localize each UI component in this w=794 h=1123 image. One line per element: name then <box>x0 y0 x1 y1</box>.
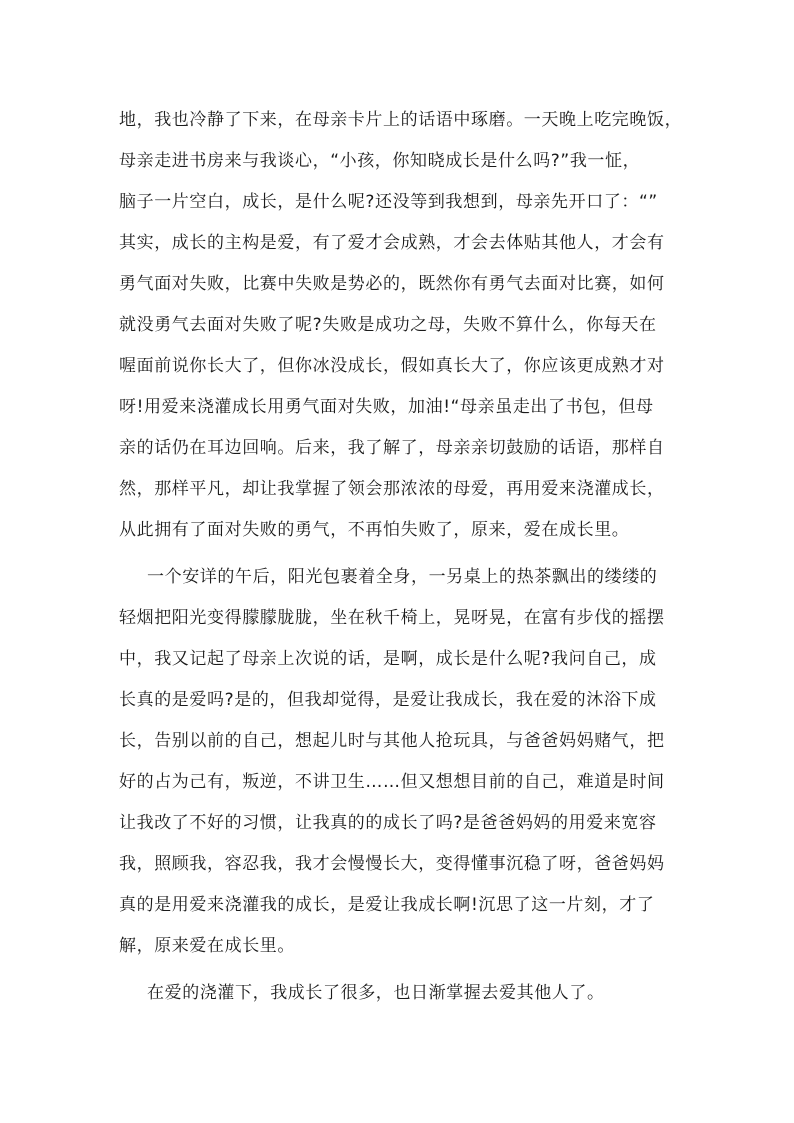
text-line: 我，照顾我，容忍我，我才会慢慢长大，变得懂事沉稳了呀，爸爸妈妈 <box>119 854 665 874</box>
paragraph-first-line: 一个安详的午后，阳光包裹着全身，一另桌上的热茶飘出的缕缕的 <box>147 567 658 587</box>
text-line: 呀!用爱来浇灌成长用勇气面对失败，加油!“母亲虽走出了书包，但母 <box>119 397 654 417</box>
text-line: 脑子一片空白，成长，是什么呢?还没等到我想到，母亲先开口了：“” <box>119 192 658 212</box>
text-line: 长，告别以前的自己，想起儿时与其他人抢玩具，与爸爸妈妈赌气，把 <box>119 731 665 751</box>
text-line: 让我改了不好的习惯，让我真的的成长了吗?是爸爸妈妈的用爱来宽容 <box>119 813 657 833</box>
text-line: 然，那样平凡，却让我掌握了领会那浓浓的母爱，再用爱来浇灌成长， <box>119 479 665 499</box>
text-line: 亲的话仍在耳边回响。后来，我了解了，母亲亲切鼓励的话语，那样自 <box>119 438 665 458</box>
text-line: 母亲走进书房来与我谈心，“小孩，你知晓成长是什么吗?”我一怔， <box>119 151 641 171</box>
text-line: 从此拥有了面对失败的勇气，不再怕失败了，原来，爱在成长里。 <box>119 520 630 540</box>
text-line: 就没勇气去面对失败了呢?失败是成功之母，失败不算什么，你每天在 <box>119 315 657 335</box>
text-line: 喔面前说你长大了，但你冰没成长，假如真长大了，你应该更成熟才对 <box>119 356 665 376</box>
text-line: 长真的是爱吗?是的，但我却觉得，是爱让我成长，我在爱的沐浴下成 <box>119 690 657 710</box>
text-line: 真的是用爱来浇灌我的成长，是爱让我成长啊!沉思了这一片刻，才了 <box>119 895 655 915</box>
text-line: 中，我又记起了母亲上次说的话，是啊，成长是什么呢?我问自己，成 <box>119 649 657 669</box>
paragraph-first-line: 在爱的浇灌下，我成长了很多，也日渐掌握去爱其他人了。 <box>147 983 605 1003</box>
text-line: 地，我也冷静了下来，在母亲卡片上的话语中琢磨。一天晚上吃完晚饭， <box>119 110 683 130</box>
text-line: 轻烟把阳光变得朦朦胧胧，坐在秋千椅上，晃呀晃，在富有步伐的摇摆 <box>119 608 665 628</box>
text-line: 解，原来爱在成长里。 <box>119 936 295 956</box>
text-line: 勇气面对失败，比赛中失败是势必的，既然你有勇气去面对比赛，如何 <box>119 274 665 294</box>
text-line: 好的占为己有，叛逆，不讲卫生……但又想想目前的自己，难道是时间 <box>119 772 665 792</box>
text-line: 其实，成长的主构是爱，有了爱才会成熟，才会去体贴其他人，才会有 <box>119 233 665 253</box>
